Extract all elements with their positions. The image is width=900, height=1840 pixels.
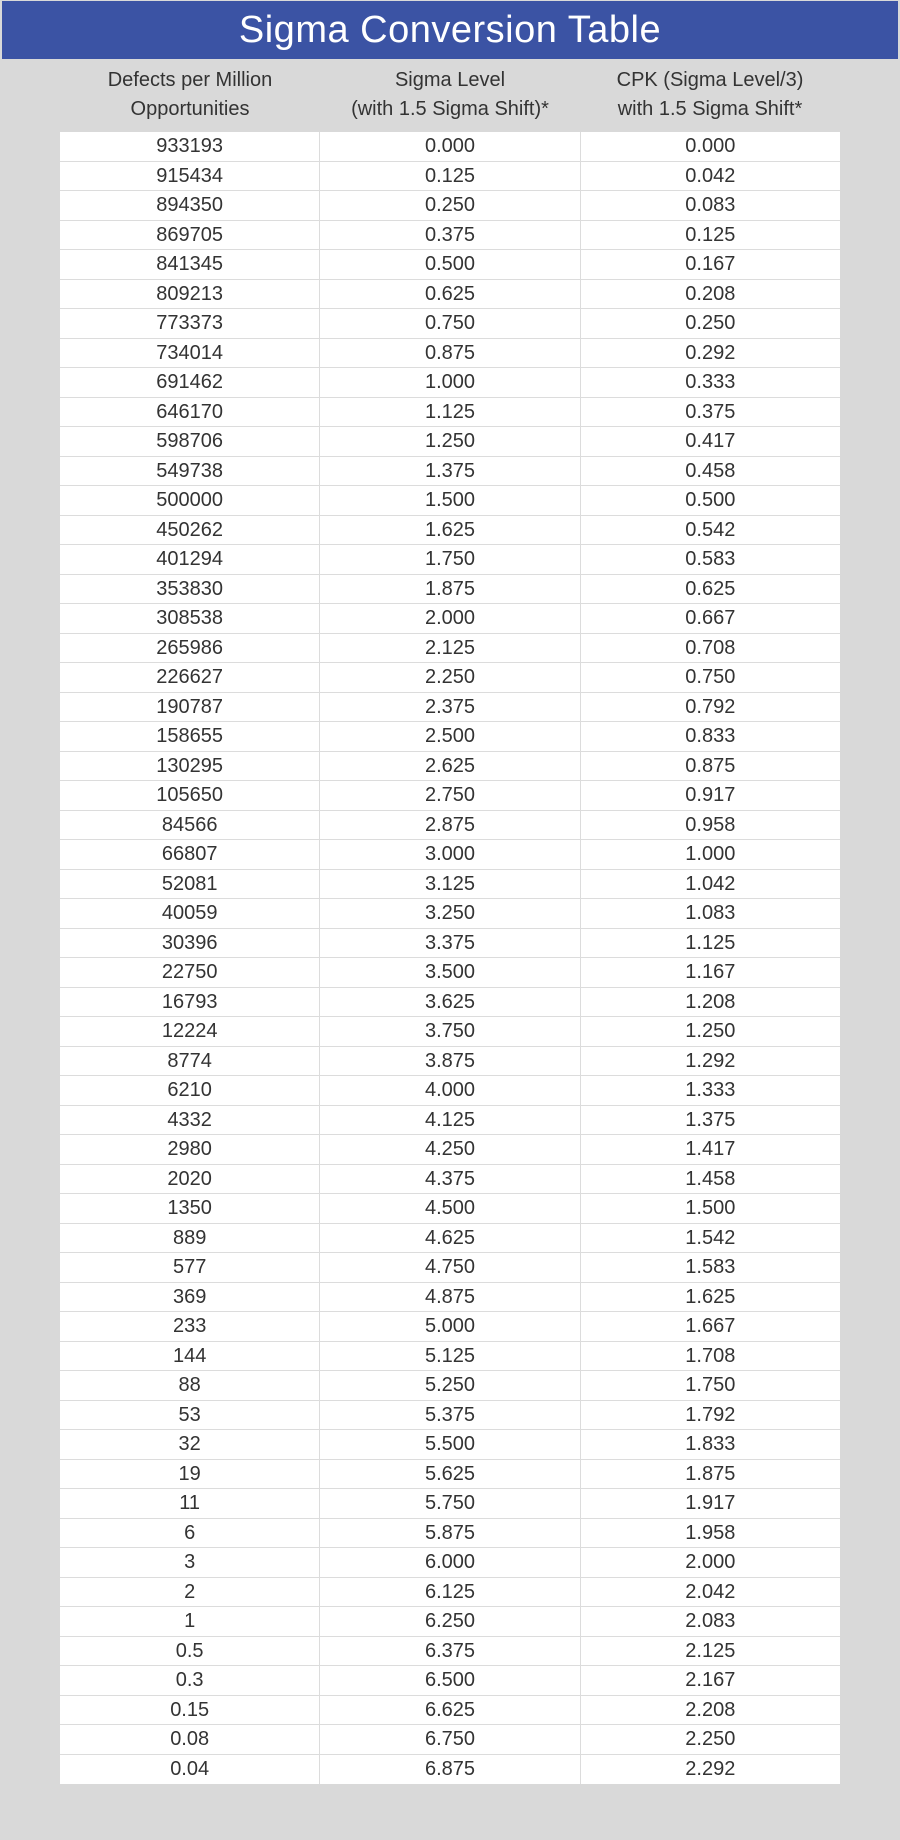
sigma-level-cell: 3.375 — [320, 929, 580, 958]
table-row — [60, 752, 840, 782]
dpmo-cell: 190787 — [60, 693, 320, 722]
dpmo-cell: 0.3 — [60, 1666, 320, 1695]
sigma-level-cell: 4.125 — [320, 1106, 580, 1135]
table-row — [60, 1725, 840, 1755]
table-row — [60, 1755, 840, 1785]
cpk-cell: 0.375 — [685, 400, 736, 423]
sigma-level-cell: 6.625 — [320, 1696, 580, 1725]
dpmo-cell: 2980 — [60, 1135, 320, 1164]
table-row — [60, 280, 840, 310]
table-row — [60, 1401, 840, 1431]
header-dpmo-line2: Opportunities — [130, 98, 250, 120]
cpk-cell: 0.583 — [685, 548, 736, 570]
table-row — [60, 162, 840, 192]
dpmo-cell: 11 — [60, 1489, 320, 1518]
cpk-cell: 0.125 — [685, 223, 736, 246]
dpmo-cell: 6 — [60, 1519, 320, 1548]
dpmo-cell: 4332 — [60, 1106, 320, 1135]
dpmo-cell: 889 — [60, 1224, 320, 1253]
dpmo-cell: 577 — [60, 1253, 320, 1282]
sigma-level-cell: 1.375 — [320, 457, 580, 486]
cpk-cell: 1.458 — [685, 1167, 736, 1190]
table-row — [60, 545, 840, 575]
cpk-cell: 1.500 — [685, 1197, 736, 1219]
cpk-cell: 2.250 — [685, 1728, 736, 1750]
table-row — [60, 1047, 840, 1077]
cpk-cell: 1.375 — [685, 1108, 736, 1131]
cpk-cell: 0.000 — [685, 135, 736, 157]
dpmo-cell: 915434 — [60, 162, 320, 191]
table-row — [60, 339, 840, 369]
cpk-cell: 2.292 — [685, 1757, 736, 1780]
cpk-cell: 2.083 — [685, 1610, 736, 1632]
dpmo-cell: 0.5 — [60, 1637, 320, 1666]
dpmo-cell: 32 — [60, 1430, 320, 1459]
table-body — [60, 132, 840, 1784]
dpmo-cell: 450262 — [60, 516, 320, 545]
cpk-cell: 1.833 — [685, 1433, 736, 1455]
sigma-level-cell: 4.375 — [320, 1165, 580, 1194]
sigma-level-cell: 4.625 — [320, 1224, 580, 1253]
cpk-cell: 1.667 — [685, 1315, 736, 1337]
dpmo-cell: 84566 — [60, 811, 320, 840]
header-cpk-line1: CPK (Sigma Level/3) — [616, 69, 804, 91]
table-row — [60, 1578, 840, 1608]
table-row — [60, 368, 840, 398]
cpk-cell: 2.125 — [685, 1639, 736, 1662]
sigma-level-cell: 1.875 — [320, 575, 580, 604]
header-sigma-level — [320, 66, 580, 132]
dpmo-cell: 22750 — [60, 958, 320, 987]
sigma-level-cell: 3.875 — [320, 1047, 580, 1076]
cpk-cell: 2.208 — [685, 1698, 736, 1721]
cpk-cell: 1.542 — [685, 1226, 736, 1249]
dpmo-cell: 401294 — [60, 545, 320, 574]
table-row — [60, 1666, 840, 1696]
sigma-level-cell: 2.250 — [320, 663, 580, 692]
sigma-level-cell: 1.750 — [320, 545, 580, 574]
cpk-cell: 1.875 — [685, 1462, 736, 1485]
cpk-cell: 1.958 — [685, 1521, 736, 1544]
sigma-level-cell: 2.750 — [320, 781, 580, 810]
table-row — [60, 929, 840, 959]
table-row — [60, 398, 840, 428]
sigma-level-cell: 5.875 — [320, 1519, 580, 1548]
cpk-cell: 0.708 — [685, 636, 736, 659]
sigma-level-cell: 0.875 — [320, 339, 580, 368]
sigma-level-cell: 0.000 — [320, 132, 580, 161]
table-row — [60, 1106, 840, 1136]
sigma-level-cell: 1.250 — [320, 427, 580, 456]
table-row — [60, 1696, 840, 1726]
dpmo-cell: 734014 — [60, 339, 320, 368]
sigma-level-cell: 0.500 — [320, 250, 580, 279]
dpmo-cell: 1350 — [60, 1194, 320, 1223]
dpmo-cell: 2020 — [60, 1165, 320, 1194]
cpk-cell: 0.292 — [685, 341, 736, 364]
table-row — [60, 457, 840, 487]
cpk-cell: 0.250 — [685, 312, 736, 334]
dpmo-cell: 773373 — [60, 309, 320, 338]
dpmo-cell: 0.08 — [60, 1725, 320, 1754]
table-row — [60, 1489, 840, 1519]
dpmo-cell: 646170 — [60, 398, 320, 427]
sigma-level-cell: 1.500 — [320, 486, 580, 515]
table-row — [60, 1548, 840, 1578]
cpk-cell: 0.208 — [685, 282, 736, 305]
sigma-level-cell: 5.125 — [320, 1342, 580, 1371]
sigma-level-cell: 1.125 — [320, 398, 580, 427]
cpk-cell: 1.333 — [685, 1079, 736, 1101]
cpk-cell: 0.167 — [685, 253, 736, 275]
header-cpk-line2: with 1.5 Sigma Shift* — [617, 98, 803, 120]
dpmo-cell: 19 — [60, 1460, 320, 1489]
dpmo-cell: 66807 — [60, 840, 320, 869]
dpmo-cell: 353830 — [60, 575, 320, 604]
cpk-cell: 0.417 — [685, 430, 736, 452]
cpk-cell: 0.958 — [685, 813, 736, 836]
table-row — [60, 1637, 840, 1667]
cpk-cell: 1.792 — [685, 1403, 736, 1426]
dpmo-cell: 265986 — [60, 634, 320, 663]
cpk-cell: 2.042 — [685, 1580, 736, 1603]
sigma-level-cell: 5.250 — [320, 1371, 580, 1400]
sigma-level-cell: 6.875 — [320, 1755, 580, 1785]
cpk-cell: 2.000 — [685, 1551, 736, 1573]
dpmo-cell: 52081 — [60, 870, 320, 899]
table-row — [60, 486, 840, 516]
cpk-cell: 0.333 — [685, 371, 736, 393]
table-row — [60, 1430, 840, 1460]
dpmo-cell: 12224 — [60, 1017, 320, 1046]
dpmo-cell: 0.15 — [60, 1696, 320, 1725]
cpk-cell: 0.458 — [685, 459, 736, 482]
table-row — [60, 1283, 840, 1313]
sigma-level-cell: 0.250 — [320, 191, 580, 220]
dpmo-cell: 0.04 — [60, 1755, 320, 1785]
cpk-cell: 1.083 — [685, 902, 736, 924]
dpmo-cell: 894350 — [60, 191, 320, 220]
dpmo-cell: 308538 — [60, 604, 320, 633]
sigma-level-cell: 5.750 — [320, 1489, 580, 1518]
sigma-level-cell: 2.625 — [320, 752, 580, 781]
sigma-level-cell: 0.625 — [320, 280, 580, 309]
dpmo-cell: 88 — [60, 1371, 320, 1400]
table-row — [60, 693, 840, 723]
sigma-level-cell: 2.500 — [320, 722, 580, 751]
page-title: Sigma Conversion Table — [2, 1, 898, 59]
sigma-level-cell: 6.375 — [320, 1637, 580, 1666]
header-dpmo — [60, 66, 320, 132]
sigma-level-cell: 6.500 — [320, 1666, 580, 1695]
header-sigma-level-line2: (with 1.5 Sigma Shift)* — [351, 98, 549, 120]
cpk-cell: 0.792 — [685, 695, 736, 718]
dpmo-cell: 3 — [60, 1548, 320, 1577]
sigma-level-cell: 2.125 — [320, 634, 580, 663]
table-row — [60, 516, 840, 546]
table-row — [60, 1342, 840, 1372]
table-row — [60, 988, 840, 1018]
dpmo-cell: 6210 — [60, 1076, 320, 1105]
table-row — [60, 1253, 840, 1283]
cpk-cell: 0.625 — [685, 577, 736, 600]
table-row — [60, 663, 840, 693]
sigma-level-cell: 4.875 — [320, 1283, 580, 1312]
sigma-level-cell: 4.000 — [320, 1076, 580, 1105]
cpk-cell: 1.750 — [685, 1374, 736, 1396]
dpmo-cell: 144 — [60, 1342, 320, 1371]
table-row — [60, 132, 840, 162]
cpk-cell: 0.833 — [685, 725, 736, 747]
dpmo-cell: 233 — [60, 1312, 320, 1341]
table-row — [60, 1460, 840, 1490]
cpk-cell: 0.542 — [685, 518, 736, 541]
dpmo-cell: 841345 — [60, 250, 320, 279]
cpk-cell: 1.250 — [685, 1020, 736, 1042]
dpmo-cell: 130295 — [60, 752, 320, 781]
dpmo-cell: 933193 — [60, 132, 320, 161]
table-row — [60, 309, 840, 339]
cpk-cell: 1.625 — [685, 1285, 736, 1308]
dpmo-cell: 16793 — [60, 988, 320, 1017]
table-row — [60, 722, 840, 752]
table-row — [60, 1519, 840, 1549]
sigma-level-cell: 3.625 — [320, 988, 580, 1017]
dpmo-cell: 1 — [60, 1607, 320, 1636]
sigma-level-cell: 4.500 — [320, 1194, 580, 1223]
cpk-cell: 1.583 — [685, 1256, 736, 1278]
sigma-level-cell: 3.125 — [320, 870, 580, 899]
table-row — [60, 870, 840, 900]
dpmo-cell: 40059 — [60, 899, 320, 928]
sigma-level-cell: 6.750 — [320, 1725, 580, 1754]
table-row — [60, 1312, 840, 1342]
table-row — [60, 427, 840, 457]
header-dpmo-line1: Defects per Million — [107, 69, 273, 91]
sigma-level-cell: 3.250 — [320, 899, 580, 928]
cpk-cell: 0.875 — [685, 754, 736, 777]
table-row — [60, 899, 840, 929]
dpmo-cell: 53 — [60, 1401, 320, 1430]
sigma-level-cell: 2.375 — [320, 693, 580, 722]
sigma-level-cell: 6.250 — [320, 1607, 580, 1636]
dpmo-cell: 105650 — [60, 781, 320, 810]
table-row — [60, 191, 840, 221]
table-row — [60, 1194, 840, 1224]
cpk-cell: 1.292 — [685, 1049, 736, 1072]
table-row — [60, 1135, 840, 1165]
cpk-cell: 0.667 — [685, 607, 736, 629]
table-row — [60, 634, 840, 664]
cpk-cell: 2.167 — [685, 1669, 736, 1691]
table-header — [60, 66, 840, 132]
sigma-level-cell: 5.500 — [320, 1430, 580, 1459]
sigma-level-cell: 2.000 — [320, 604, 580, 633]
cpk-cell: 0.500 — [685, 489, 736, 511]
sigma-level-cell: 3.000 — [320, 840, 580, 869]
cpk-cell: 0.917 — [685, 784, 736, 806]
dpmo-cell: 2 — [60, 1578, 320, 1607]
sigma-level-cell: 6.125 — [320, 1578, 580, 1607]
table-row — [60, 1224, 840, 1254]
sigma-level-cell: 1.000 — [320, 368, 580, 397]
sigma-level-cell: 1.625 — [320, 516, 580, 545]
table-row — [60, 604, 840, 634]
sigma-level-cell: 2.875 — [320, 811, 580, 840]
dpmo-cell: 869705 — [60, 221, 320, 250]
table-row — [60, 781, 840, 811]
table-row — [60, 221, 840, 251]
dpmo-cell: 549738 — [60, 457, 320, 486]
table-row — [60, 958, 840, 988]
dpmo-cell: 30396 — [60, 929, 320, 958]
sigma-level-cell: 0.375 — [320, 221, 580, 250]
dpmo-cell: 598706 — [60, 427, 320, 456]
sigma-level-cell: 0.750 — [320, 309, 580, 338]
dpmo-cell: 8774 — [60, 1047, 320, 1076]
sigma-level-cell: 4.250 — [320, 1135, 580, 1164]
cpk-cell: 1.042 — [685, 872, 736, 895]
dpmo-cell: 500000 — [60, 486, 320, 515]
table-row — [60, 1165, 840, 1195]
sigma-level-cell: 5.375 — [320, 1401, 580, 1430]
header-cpk — [580, 66, 840, 132]
dpmo-cell: 809213 — [60, 280, 320, 309]
table-row — [60, 840, 840, 870]
cpk-cell: 1.417 — [685, 1138, 736, 1160]
cpk-cell: 1.208 — [685, 990, 736, 1013]
sigma-level-cell: 3.500 — [320, 958, 580, 987]
header-sigma-level-line1: Sigma Level — [394, 69, 506, 91]
sigma-level-cell: 3.750 — [320, 1017, 580, 1046]
cpk-cell: 0.750 — [685, 666, 736, 688]
table-row — [60, 575, 840, 605]
cpk-cell: 0.042 — [685, 164, 736, 187]
cpk-cell: 1.708 — [685, 1344, 736, 1367]
cpk-cell: 1.125 — [685, 931, 736, 954]
table-row — [60, 1371, 840, 1401]
table-row — [60, 811, 840, 841]
cpk-cell: 1.917 — [685, 1492, 736, 1514]
cpk-cell: 0.083 — [685, 194, 736, 216]
sigma-level-cell: 5.000 — [320, 1312, 580, 1341]
dpmo-cell: 226627 — [60, 663, 320, 692]
table-row — [60, 1607, 840, 1637]
sigma-level-cell: 4.750 — [320, 1253, 580, 1282]
cpk-cell: 1.000 — [685, 843, 736, 865]
table-row — [60, 1076, 840, 1106]
table-row — [60, 1017, 840, 1047]
table-row — [60, 250, 840, 280]
dpmo-cell: 691462 — [60, 368, 320, 397]
dpmo-cell: 369 — [60, 1283, 320, 1312]
cpk-cell: 1.167 — [685, 961, 736, 983]
sigma-level-cell: 6.000 — [320, 1548, 580, 1577]
dpmo-cell: 158655 — [60, 722, 320, 751]
sigma-level-cell: 0.125 — [320, 162, 580, 191]
sigma-level-cell: 5.625 — [320, 1460, 580, 1489]
